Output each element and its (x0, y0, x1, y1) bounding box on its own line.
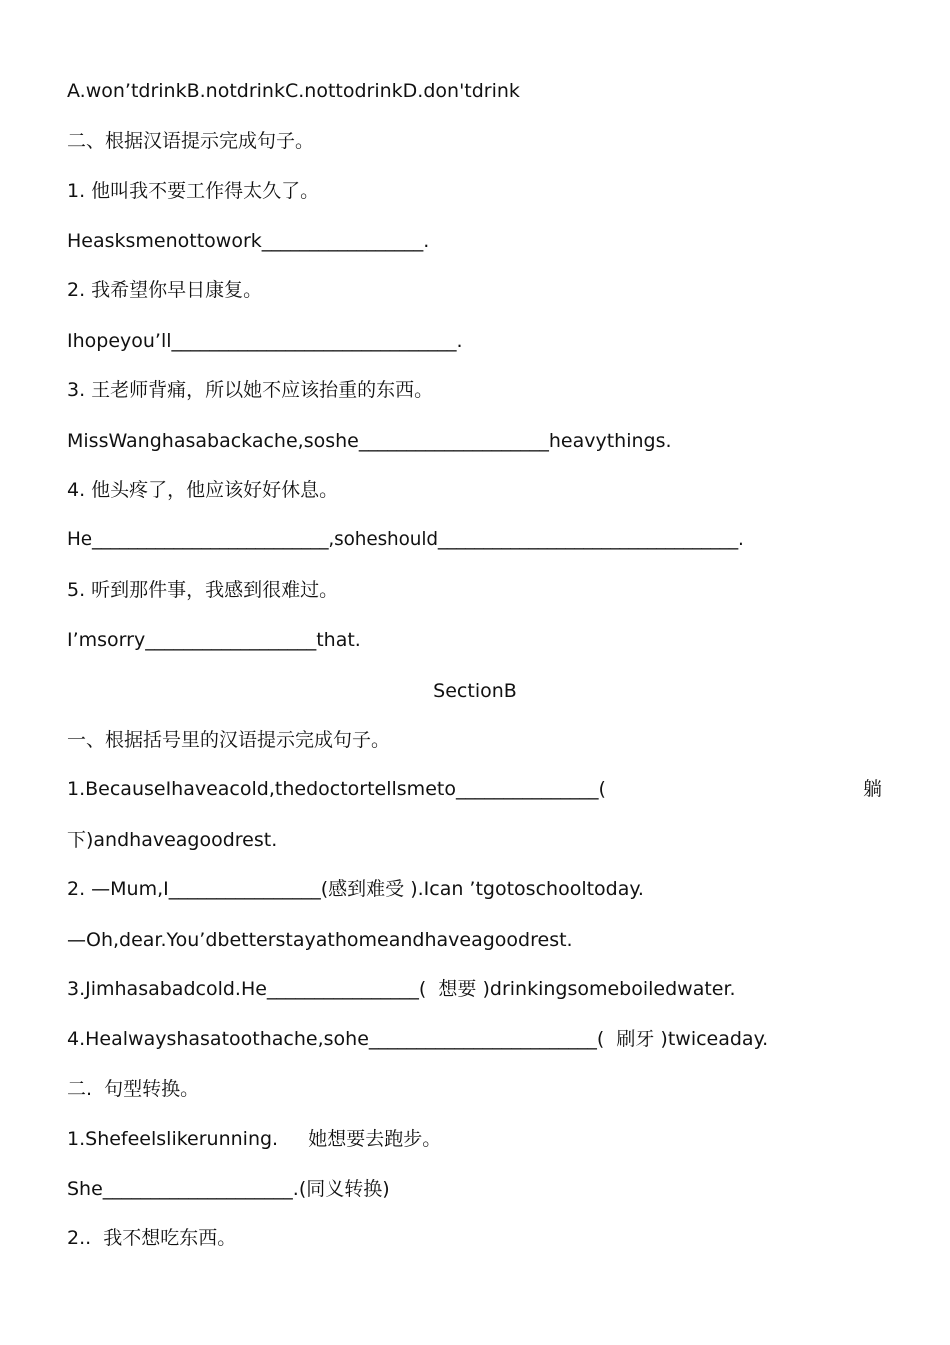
question-hint-char: 躺 (862, 778, 882, 800)
answer-line: Heasksmenottowork_________________. (67, 230, 430, 252)
answer-line: I’msorry__________________that. (67, 629, 361, 651)
answer-line: He__________________________,soheshould_________________________________. (67, 529, 744, 550)
section-heading: 二、根据汉语提示完成句子。 (67, 130, 315, 152)
question-line (67, 777, 882, 801)
question-line: 3.Jimhasabadcold.He________________( 想要 )drinkingsomeboiledwater. (67, 978, 736, 1000)
question-line: 2. —Mum,I________________(感到难受 ).Ican ’tgotoschooltoday. (67, 878, 644, 900)
option-line: A.won’tdrinkB.notdrinkC.nottodrinkD.don'tdrink (67, 80, 520, 102)
answer-line: Ihopeyou’ll______________________________. (67, 330, 463, 352)
question-line: 1.Shefeelslikerunning. 她想要去跑步。 (67, 1128, 442, 1150)
question-prompt: 5. 听到那件事，我感到很难过。 (67, 579, 339, 601)
question-text: 1.BecauseIhaveacold,thedoctortellsmeto_______________( (67, 778, 606, 800)
section-heading: 一、根据括号里的汉语提示完成句子。 (67, 729, 391, 751)
question-continuation: 下)andhaveagoodrest. (67, 829, 278, 851)
section-heading: 二. 句型转换。 (67, 1078, 200, 1100)
section-title: SectionB (433, 680, 517, 702)
answer-line: She____________________.(同义转换) (67, 1178, 390, 1200)
answer-line: MissWanghasabackache,soshe____________________heavythings. (67, 430, 672, 452)
dialogue-line: —Oh,dear.You’dbetterstayathomeandhaveagoodrest. (67, 929, 573, 951)
question-line: 4.Healwayshasatoothache,sohe________________________( 刷牙 )twiceaday. (67, 1028, 769, 1050)
question-prompt: 2. 我希望你早日康复。 (67, 279, 263, 301)
question-line: 2.. 我不想吃东西。 (67, 1227, 237, 1249)
question-prompt: 3. 王老师背痛，所以她不应该抬重的东西。 (67, 379, 434, 401)
question-prompt: 4. 他头疼了，他应该好好休息。 (67, 479, 339, 501)
question-prompt: 1. 他叫我不要工作得太久了。 (67, 180, 320, 202)
